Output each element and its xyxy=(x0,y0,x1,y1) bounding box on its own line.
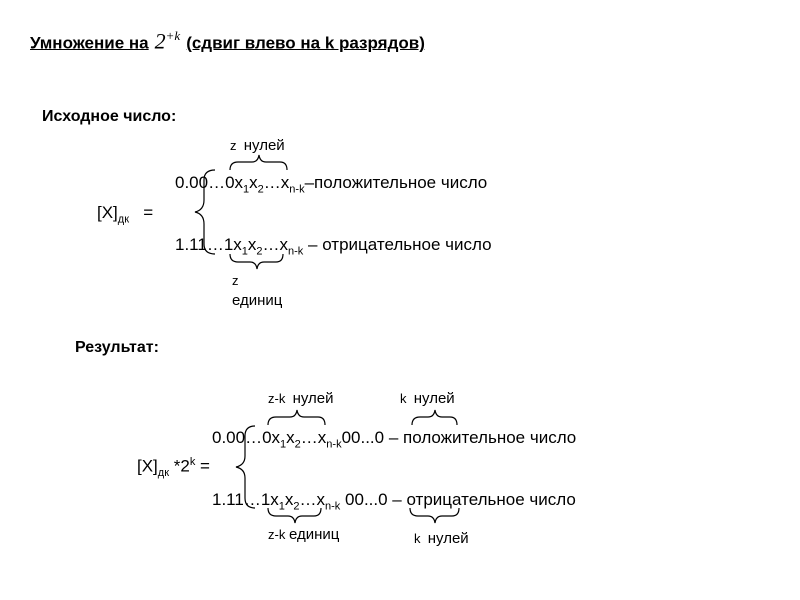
result-left-brace xyxy=(236,426,255,508)
source-top-brace xyxy=(230,155,287,170)
source-negative-line: $1.11\dots 1x_1x_2\dots x_{n-k}$ – отрицательное число xyxy=(175,235,492,258)
result-negative-line: $1.11\dots 1x_1x_2\dots x_{n-k}$ 00...0 – отрицательное число xyxy=(212,490,576,513)
power-of-two-formula: $2^{+k}$ xyxy=(154,28,181,54)
result-bottom-label-left: z-k единиц xyxy=(268,526,340,543)
source-top-brace-label: z нулей xyxy=(230,137,285,154)
source-positive-line: $0.00\dots 0x_1x_2\dots x_{n-k}$–положительное число xyxy=(175,173,488,196)
result-bottom-label-right: k нулей xyxy=(414,530,469,547)
result-top-label-right: k нулей xyxy=(400,390,455,407)
source-left-brace xyxy=(195,170,215,254)
source-heading: Исходное число: xyxy=(42,108,177,125)
result-bottom-brace-right xyxy=(410,508,459,523)
result-top-brace-left xyxy=(268,410,325,425)
result-heading: Результат: xyxy=(75,339,159,356)
source-bottom-brace xyxy=(230,254,283,269)
title-suffix: (сдвиг влево на k разрядов) xyxy=(186,33,425,53)
source-bottom-word: единиц xyxy=(232,292,283,309)
source-lhs: $[X]_{дк}$ = xyxy=(97,203,154,226)
result-lhs: $[X]_{дк}$ $*2^k$ = xyxy=(137,456,210,480)
result-bottom-brace-left xyxy=(268,508,321,523)
source-bottom-z: z xyxy=(232,273,239,288)
title-prefix: Умножение на xyxy=(30,33,149,53)
result-top-label-left: z-k нулей xyxy=(268,390,334,407)
result-positive-line: $0.00\dots 0x_1x_2\dots x_{n-k}00...0$ – положительное число xyxy=(212,428,577,451)
result-top-brace-right xyxy=(412,410,457,425)
